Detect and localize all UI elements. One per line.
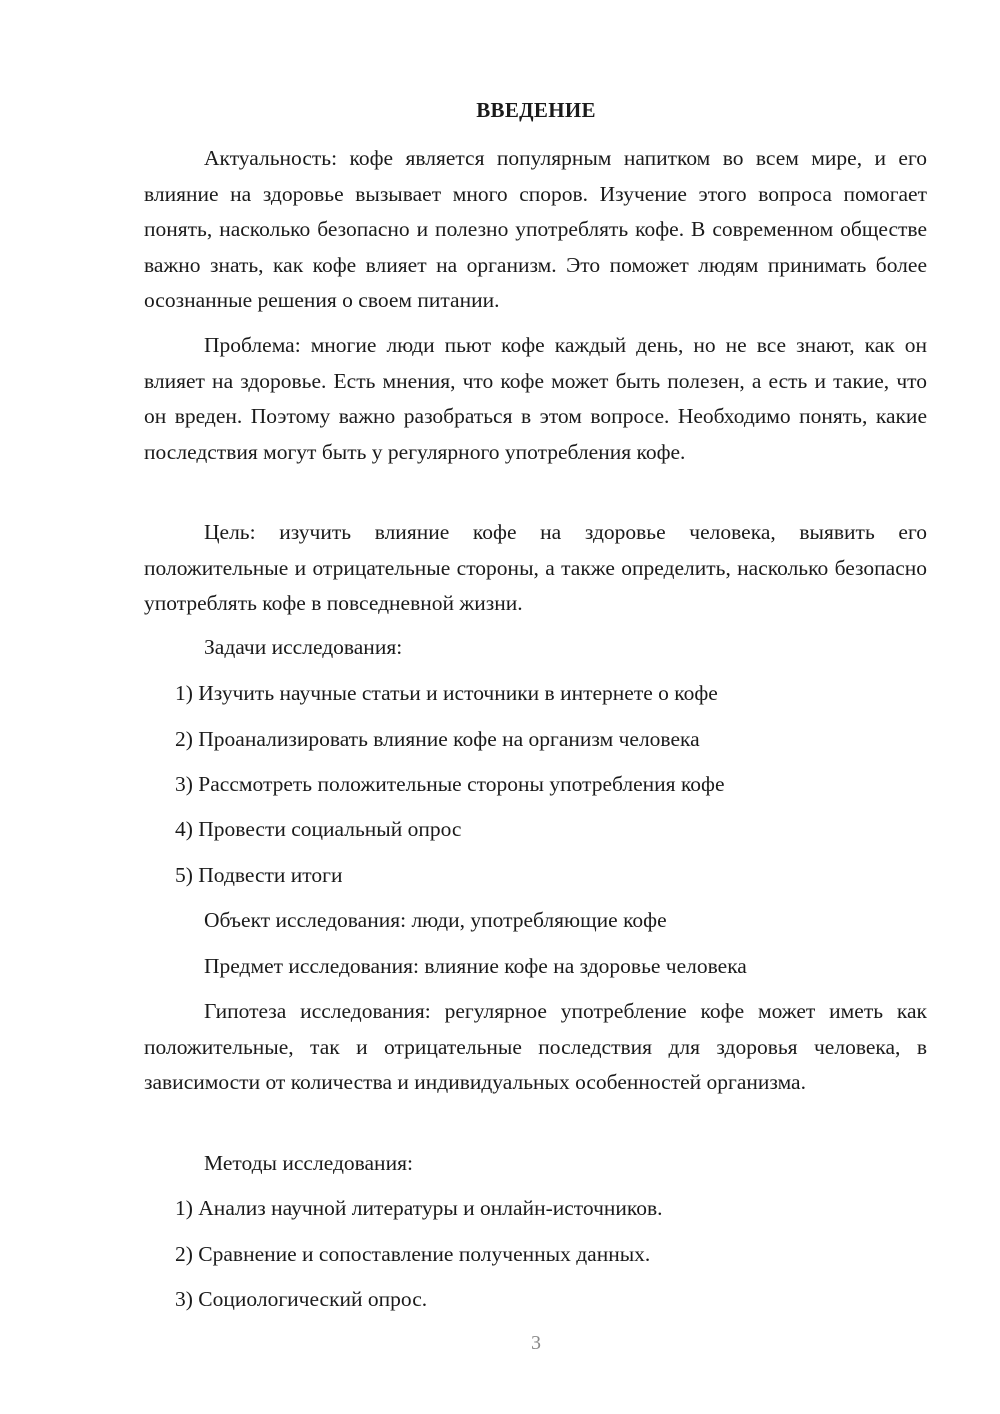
- research-subject: Предмет исследования: влияние кофе на здоровье человека: [204, 954, 747, 978]
- relevance-paragraph: Актуальность: кофе является популярным напитком во всем мире, и его влияние на здоровье вызывает много споров. Изучение этого вопроса помогает понять, насколько безопасно и полезно употреблять кофе. В современном обществе важно знать, как кофе влияет на организм. Это поможет людям принимать более осознанные решения о своем питании.: [144, 146, 927, 312]
- goal-paragraph: Цель: изучить влияние кофе на здоровье человека, выявить его положительные и отрицательные стороны, а также определить, насколько безопасно употреблять кофе в повседневной жизни.: [144, 520, 927, 615]
- method-item: 1) Анализ научной литературы и онлайн-источников.: [175, 1196, 663, 1220]
- task-item: 1) Изучить научные статьи и источники в интернете о кофе: [175, 681, 718, 705]
- task-item: 4) Провести социальный опрос: [175, 817, 462, 841]
- methods-heading: Методы исследования:: [204, 1151, 413, 1175]
- tasks-heading: Задачи исследования:: [204, 635, 403, 659]
- task-item: 5) Подвести итоги: [175, 863, 343, 887]
- page-number: 3: [531, 1332, 541, 1354]
- method-item: 2) Сравнение и сопоставление полученных данных.: [175, 1242, 651, 1266]
- method-item: 3) Социологический опрос.: [175, 1287, 428, 1311]
- hypothesis-paragraph: Гипотеза исследования: регулярное употребление кофе может иметь как положительные, так и отрицательные последствия для здоровья человека, в зависимости от количества и индивидуальных особенностей организма.: [144, 999, 927, 1094]
- document-title: ВВЕДЕНИЕ: [476, 98, 596, 122]
- research-object: Объект исследования: люди, употребляющие кофе: [204, 908, 667, 932]
- task-item: 3) Рассмотреть положительные стороны употребления кофе: [175, 772, 725, 796]
- task-item: 2) Проанализировать влияние кофе на организм человека: [175, 727, 700, 751]
- problem-paragraph: Проблема: многие люди пьют кофе каждый день, но не все знают, как он влияет на здоровье. Есть мнения, что кофе может быть полезен, а есть и такие, что он вреден. Поэтому важно разобраться в этом вопросе. Необходимо понять, какие последствия могут быть у регулярного употребления кофе.: [144, 333, 927, 464]
